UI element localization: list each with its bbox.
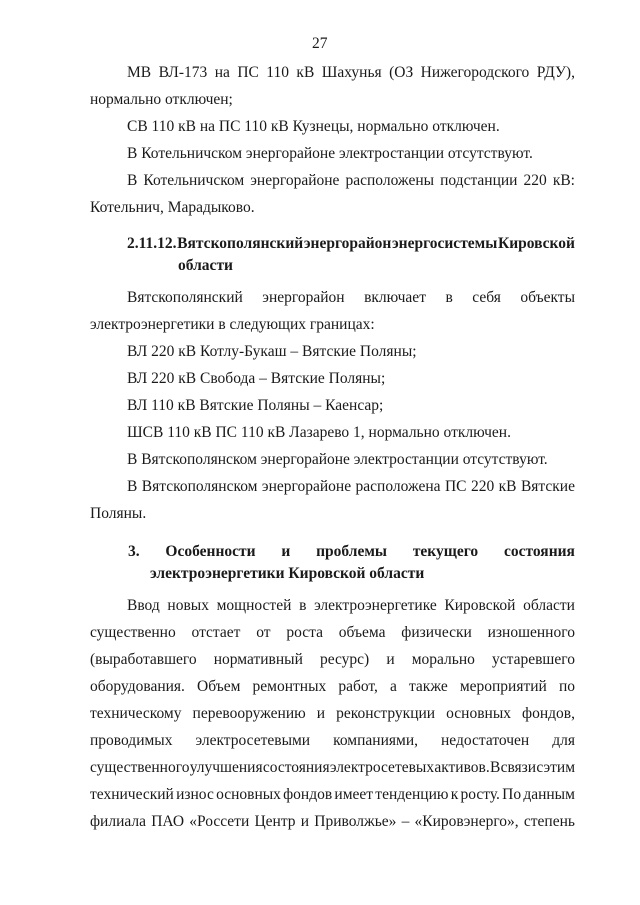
word: этим <box>543 759 575 776</box>
word: износ <box>176 786 214 803</box>
word: себя <box>472 289 501 306</box>
word: проводимых <box>90 732 173 749</box>
word: кВ <box>498 478 517 495</box>
section-heading <box>128 544 575 560</box>
word: энергорайон <box>303 235 392 252</box>
word: В <box>489 759 501 776</box>
word: с <box>536 759 544 776</box>
word: технический <box>90 786 174 803</box>
word: ремонтных <box>252 678 327 695</box>
word: к <box>450 786 459 803</box>
page-number: 27 <box>312 35 328 52</box>
word: реконструкции <box>336 705 436 722</box>
word: основных <box>446 705 511 722</box>
word: электросетевых <box>329 759 435 776</box>
word: 110 <box>266 64 289 81</box>
list-item: ВЛ 110 кВ Вятские Поляны – Каенсар; <box>127 397 384 414</box>
word: Вятские <box>520 478 575 495</box>
paragraph-line <box>127 479 575 495</box>
paragraph-line: В Вятскополянском энергорайоне электростанции отсутствуют. <box>127 451 548 468</box>
word: энергосистемы <box>391 235 498 252</box>
word: кВ: <box>552 172 575 189</box>
word: Котельничском <box>143 172 245 189</box>
word: работ, <box>338 678 378 695</box>
word: по <box>558 678 575 695</box>
word: состояния <box>503 543 575 560</box>
word: «Кировэнерго», <box>414 813 519 830</box>
paragraph-line: Котельнич, Марадыково. <box>90 199 255 216</box>
word: расположена <box>355 478 441 495</box>
word: ПС <box>444 478 467 495</box>
word: физически <box>401 624 472 641</box>
word: РДУ), <box>536 64 575 81</box>
word: Вятскополянский <box>127 289 243 306</box>
word: По <box>502 786 522 803</box>
word: (выработавшего <box>90 651 197 668</box>
word: перевооружению <box>192 705 306 722</box>
word: Вятскополянский <box>177 235 304 252</box>
word: электросетевыми <box>195 732 311 749</box>
word: 2.11.12. <box>127 235 177 252</box>
word: подстанции <box>440 172 518 189</box>
word: включает <box>364 289 426 306</box>
word: «Россети <box>189 813 250 830</box>
word: морально <box>411 651 475 668</box>
word: улучшения <box>189 759 263 776</box>
paragraph-line <box>90 652 575 668</box>
word: – <box>401 813 410 830</box>
word: расположены <box>345 172 435 189</box>
word: отстает <box>191 624 241 641</box>
word: и <box>386 651 395 668</box>
word: 220 <box>470 478 495 495</box>
word: мощностей <box>216 597 292 614</box>
word: объекты <box>520 289 575 306</box>
word: роста <box>286 624 323 641</box>
word: (ОЗ <box>389 64 414 81</box>
word: недостаточен <box>441 732 530 749</box>
word: Объем <box>197 678 241 695</box>
paragraph-line <box>90 625 575 641</box>
section-heading: области <box>178 257 233 274</box>
paragraph-line <box>90 706 575 722</box>
word: ПАО <box>151 813 185 830</box>
paragraph-line <box>90 760 575 776</box>
word: проблемы <box>316 543 388 560</box>
word: фондов, <box>522 705 575 722</box>
word: текущего <box>412 543 479 560</box>
word: энергорайоне <box>261 478 352 495</box>
word: В <box>127 478 138 495</box>
word: энергорайон <box>262 289 345 306</box>
list-item: ВЛ 220 кВ Котлу-Букаш – Вятские Поляны; <box>127 343 417 360</box>
word: для <box>552 732 575 749</box>
word: в <box>445 289 453 306</box>
word: В <box>127 172 138 189</box>
word: ВЛ-173 <box>158 64 208 81</box>
paragraph-line: электроэнергетики в следующих границах: <box>90 316 375 333</box>
paragraph-line: Поляны. <box>90 505 147 522</box>
word: оборудования. <box>90 678 185 695</box>
word: МВ <box>127 64 152 81</box>
word: существенно <box>90 624 176 641</box>
word: устаревшего <box>491 651 575 668</box>
word: Кировской <box>497 235 575 252</box>
word: активов. <box>434 759 490 776</box>
word: филиала <box>90 813 146 830</box>
word: энергорайоне <box>250 172 340 189</box>
list-item: ВЛ 220 кВ Свобода – Вятские Поляны; <box>127 370 386 387</box>
word: кВ <box>296 64 315 81</box>
paragraph-line <box>90 679 575 695</box>
word: существенного <box>90 759 190 776</box>
word: компаниями, <box>333 732 418 749</box>
word: 3. <box>128 543 140 560</box>
word: ресурс) <box>319 651 370 668</box>
word: степень <box>523 813 575 830</box>
paragraph-line <box>127 598 575 614</box>
paragraph-line <box>127 290 575 306</box>
word: Центр <box>254 813 296 830</box>
word: состояния <box>262 759 330 776</box>
word: и <box>281 543 291 560</box>
word: на <box>214 64 230 81</box>
word: мероприятий <box>459 678 547 695</box>
word: Приволжье» <box>314 813 397 830</box>
section-heading: электроэнергетики Кировской области <box>150 565 425 582</box>
paragraph-line <box>90 733 575 749</box>
word: от <box>256 624 271 641</box>
word: ПС <box>237 64 259 81</box>
word: в <box>299 597 307 614</box>
word: области <box>523 597 575 614</box>
word: новых <box>167 597 209 614</box>
paragraph-line <box>90 814 575 830</box>
word: тенденцию <box>375 786 449 803</box>
word: и <box>300 813 310 830</box>
word: электроэнергетике <box>314 597 437 614</box>
paragraph-line: нормально отключен; <box>90 91 233 108</box>
word: также <box>408 678 448 695</box>
word: росту. <box>460 786 500 803</box>
list-item: ШСВ 110 кВ ПС 110 кВ Лазарево 1, нормально отключен. <box>127 424 511 441</box>
word: Вятскополянском <box>141 478 258 495</box>
word: Кировской <box>444 597 516 614</box>
word: Ввод <box>127 597 160 614</box>
word: основных <box>216 786 281 803</box>
word: связи <box>500 759 537 776</box>
word: имеет <box>334 786 374 803</box>
word: нормативный <box>213 651 303 668</box>
word: фондов <box>283 786 333 803</box>
word: 220 <box>523 172 547 189</box>
paragraph-line: СВ 110 кВ на ПС 110 кВ Кузнецы, нормально отключен. <box>127 118 500 135</box>
word: Шахунья <box>321 64 382 81</box>
word: и <box>316 705 326 722</box>
word: данным <box>523 786 575 803</box>
paragraph-line <box>127 173 575 189</box>
word: объема <box>338 624 386 641</box>
word: Нижегородского <box>420 64 530 81</box>
paragraph-line: В Котельничском энергорайоне электростанции отсутствуют. <box>127 145 533 162</box>
paragraph-line <box>127 65 575 81</box>
word: техническому <box>90 705 182 722</box>
word: Особенности <box>165 543 256 560</box>
section-heading <box>127 236 575 252</box>
word: а <box>389 678 397 695</box>
word: изношенного <box>487 624 575 641</box>
paragraph-line <box>90 787 575 803</box>
